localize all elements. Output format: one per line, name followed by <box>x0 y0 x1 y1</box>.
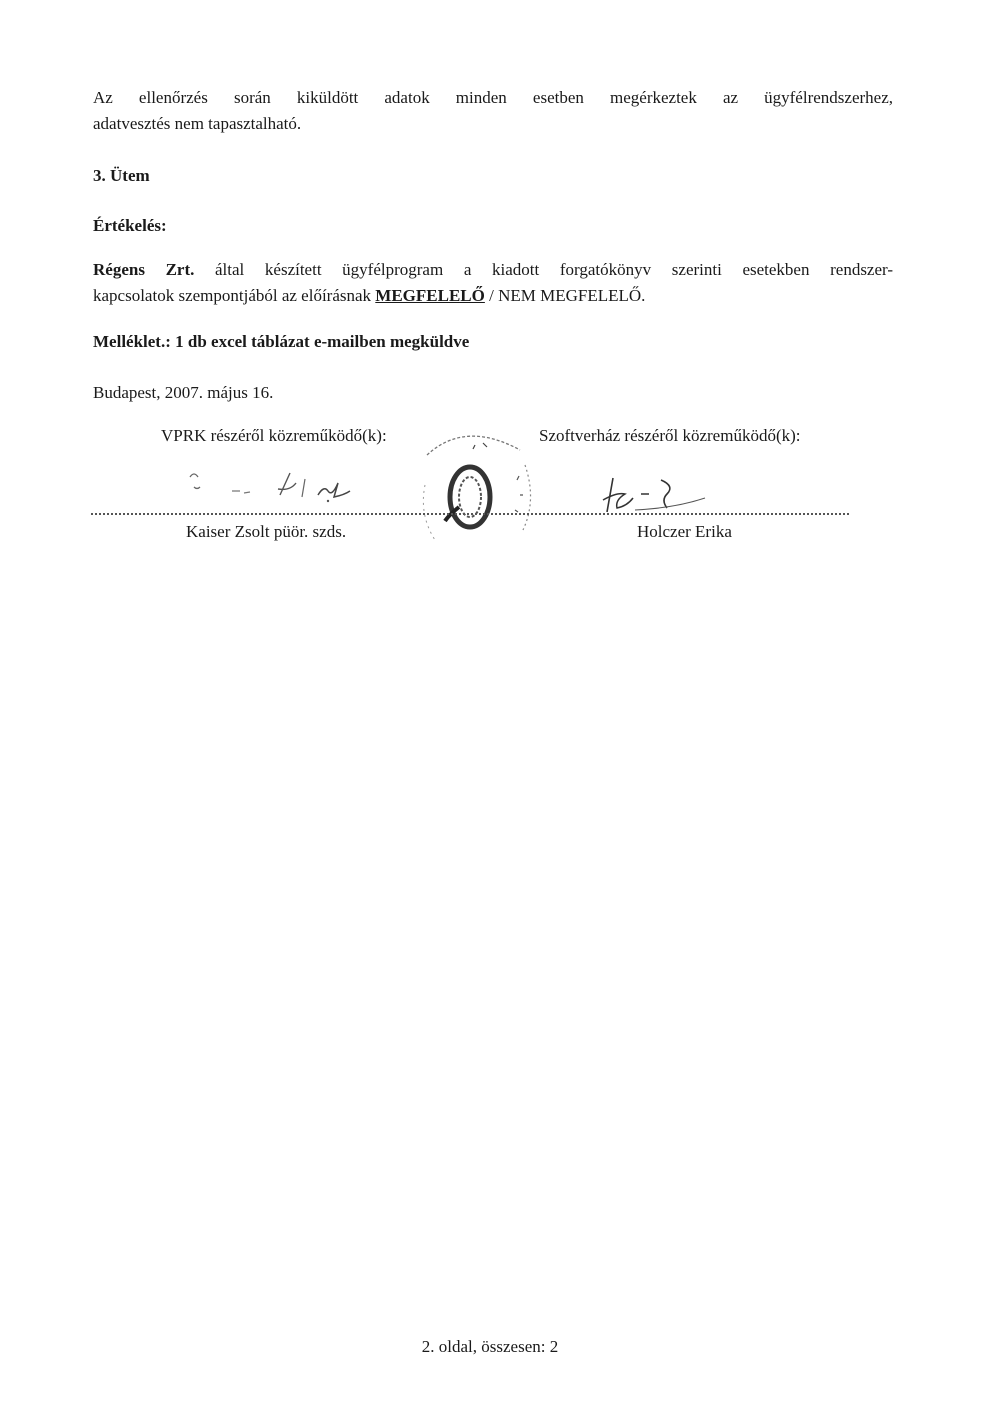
paragraph-evaluation-line-2 <box>93 283 893 309</box>
page-footer <box>0 1337 1000 1357</box>
page-number: 2. oldal, összesen: 2 <box>421 1337 559 1356</box>
paragraph-evaluation-line-1 <box>93 257 893 283</box>
signature-left-handwriting <box>180 455 370 510</box>
attachment-note: Melléklet.: 1 db excel táblázat e-mailben megküldve <box>93 332 470 351</box>
paragraph-result-line-2: adatvesztés nem tapasztalható. <box>93 114 302 133</box>
signature-label-vprk: VPRK részéről közreműködő(k): <box>161 426 387 445</box>
official-stamp <box>405 415 545 560</box>
paragraph-result <box>93 85 893 137</box>
paragraph-evaluation <box>93 257 893 309</box>
signature-right-handwriting <box>595 470 715 515</box>
signature-label-software-house: Szoftverház részéről közreműködő(k): <box>539 426 801 445</box>
signatory-name-right: Holczer Erika <box>637 522 732 541</box>
evaluation-text-2: kapcsolatok szempontjából az előírásnak <box>93 286 376 305</box>
heading-phase: 3. Ütem <box>93 166 150 185</box>
evaluation-text-1: által készített ügyfélprogram a kiadott forgatókönyv szerinti esetekben rendszer- <box>194 260 894 279</box>
company-name: Régens Zrt. <box>93 260 195 279</box>
paragraph-result-line-1: Az ellenőrzés során kiküldött adatok minden esetben megérkeztek az ügyfélrendszerhez, <box>93 88 893 107</box>
place-date: Budapest, 2007. május 16. <box>93 383 274 402</box>
verdict-compliant: MEGFELELŐ <box>375 286 485 305</box>
signature-dotted-line <box>91 513 849 515</box>
signatory-name-left: Kaiser Zsolt püör. szds. <box>186 522 347 541</box>
heading-evaluation: Értékelés: <box>93 216 167 235</box>
verdict-noncompliant: / NEM MEGFELELŐ. <box>484 286 646 305</box>
